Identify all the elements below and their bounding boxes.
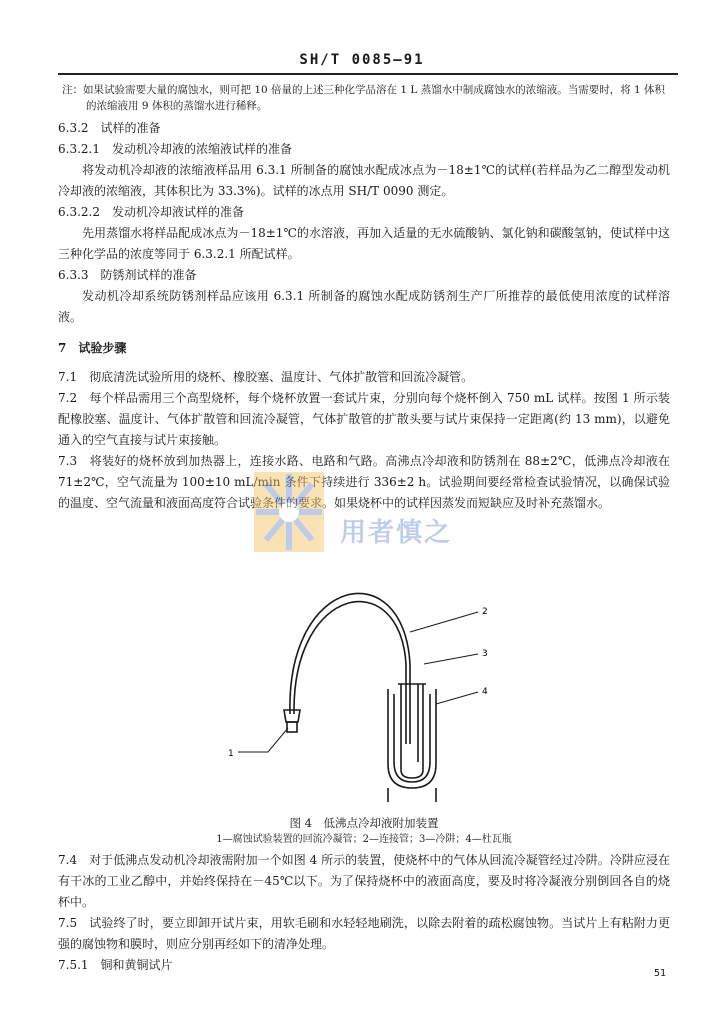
figure-label-1: 1	[228, 749, 234, 759]
section-7-heading: 7 试验步骤	[58, 341, 127, 355]
section-7-5: 7.5 试验终了时，要立即卸开试片束，用软毛刷和水轻轻地刷洗，以除去附着的疏松腐蚀物。当试片上有粘附力更强的腐蚀物和膜时，则应分别再经如下的清净处理。	[58, 916, 670, 951]
section-6-3-2-2-body: 先用蒸馏水将样品配成冰点为－18±1℃的水溶液，再加入适量的无水硫酸钠、氯化钠和碳酸氢钠，使试样中这三种化学品的浓度等同于 6.3.2.1 所配试样。	[58, 226, 670, 261]
figure-label-2: 2	[482, 607, 488, 617]
connecting-tube-outer	[290, 593, 410, 744]
section-7-1: 7.1 彻底清洗试验所用的烧杯、橡胶塞、温度计、气体扩散管和回流冷凝管。	[58, 370, 474, 384]
section-6-3-3-body: 发动机冷却系统防锈剂样品应该用 6.3.1 所制备的腐蚀水配成防锈剂生产厂所推荐的最低使用浓度的试样溶液。	[58, 289, 670, 324]
section-7-2: 7.2 每个样品需用三个高型烧杯，每个烧杯放置一套试片束，分别向每个烧杯倒入 750 mL 试样。按图 1 所示装配橡胶塞、温度计、气体扩散管和回流冷凝管，气体扩散管的扩散头要与试片束保持一定距离(约 13 mm)，以避免通入的空气直接与试片束接触。	[58, 391, 670, 447]
header-rule	[58, 73, 678, 75]
page-number: 51	[653, 968, 666, 979]
section-6-3-2-heading: 6.3.2 试样的准备	[58, 121, 161, 135]
figure-4-legend: 1—腐蚀试验装置的回流冷凝管；2—连接管；3—冷阱；4—杜瓦瓶	[216, 834, 512, 845]
leader-line-3	[424, 654, 478, 664]
watermark-text: 用者慎之	[340, 518, 453, 548]
section-7-3: 7.3 将装好的烧杯放到加热器上，连接水路、电路和气路。高沸点冷却液和防锈剂在 88±2℃，低沸点冷却液在 71±2℃，空气流量为 100±10 mL/min 条件下持续进行 336±2 h。试验期间要经常检查试验情况，以确保试验的温度、空气流量和液面高度符合试验条件的要求。如果烧杯中的试样因蒸发而短缺应及时补充蒸馏水。	[58, 454, 670, 510]
leader-line-4	[436, 692, 478, 704]
condenser-fitting	[287, 722, 297, 732]
standard-code-header: SH/T 0085—91	[299, 52, 425, 68]
cold-trap	[401, 684, 423, 778]
section-6-3-3-heading: 6.3.3 防锈剂试样的准备	[58, 268, 197, 282]
section-7-4: 7.4 对于低沸点发动机冷却液需附加一个如图 4 所示的装置，使烧杯中的气体从回流冷凝管经过冷阱。冷阱应浸在有干冰的工业乙醇中，并始终保持在－45℃以下。为了保持烧杯中的液面高度，要及时将冷凝液分别倒回各自的烧杯中。	[58, 853, 670, 909]
leader-line-2	[410, 612, 478, 632]
section-6-3-2-2-heading: 6.3.2.2 发动机冷却液试样的准备	[58, 205, 244, 219]
watermark	[244, 462, 474, 572]
note-paragraph: 注：如果试验需要大量的腐蚀水，则可把 10 倍量的上述三种化学品溶在 1 L 蒸馏水中制成腐蚀水的浓缩液。当需要时，将 1 体积的浓缩液用 9 体积的蒸馏水进行稀释。	[62, 84, 666, 112]
stopper-left	[284, 710, 300, 722]
figure-label-4: 4	[482, 687, 488, 697]
section-6-3-2-1-body: 将发动机冷却液的浓缩液样品用 6.3.1 所制备的腐蚀水配成冰点为－18±1℃的试样(若样品为乙二醇型发动机冷却液的浓缩液，其体积比为 33.3%)。试样的冰点用 SH/T 0090 测定。	[58, 163, 670, 198]
figure-label-3: 3	[482, 649, 488, 659]
figure-4-caption: 图 4 低沸点冷却液附加装置	[289, 816, 439, 830]
section-6-3-2-1-heading: 6.3.2.1 发动机冷却液的浓缩液试样的准备	[58, 142, 292, 156]
section-7-5-1-heading: 7.5.1 铜和黄铜试片	[58, 958, 173, 972]
dewar-flask-inner	[394, 694, 430, 782]
leader-line-1	[238, 728, 288, 752]
watermark-logo-icon	[244, 462, 334, 562]
